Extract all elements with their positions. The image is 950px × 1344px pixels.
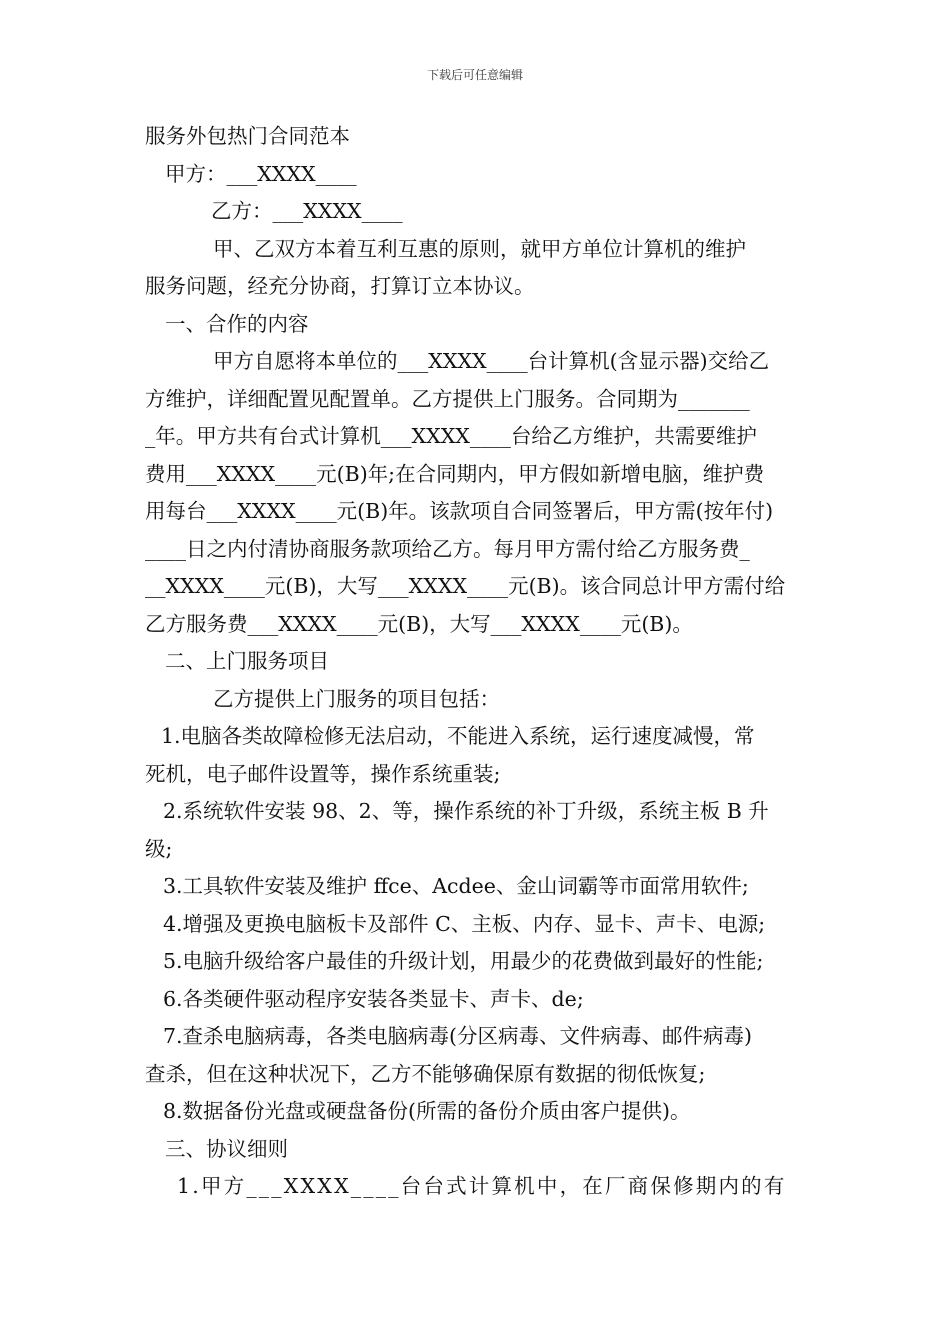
cooperation-paragraph-line: 甲方自愿将本单位的___XXXX____台计算机(含显示器)交给乙 — [213, 349, 770, 373]
section-heading-onsite-service: 二、上门服务项目 — [165, 649, 329, 673]
section-heading-agreement-details: 三、协议细则 — [165, 1136, 288, 1161]
cooperation-paragraph-line: 用每台___XXXX____元(B)年。该款项自合同签署后，甲方需(按年付) — [145, 499, 774, 523]
cooperation-paragraph-line: 方维护，详细配置见配置单。乙方提供上门服务。合同期为_______ — [145, 386, 750, 411]
intro-line: 服务问题，经充分协商，打算订立本协议。 — [145, 274, 535, 298]
section-heading-cooperation: 一、合作的内容 — [165, 311, 309, 336]
agreement-item-1: 1.甲方___XXXX____台台式计算机中，在厂商保修期内的有 — [177, 1174, 787, 1198]
service-item-4: 4.增强及更换电脑板卡及部件 C、主板、内存、显卡、声卡、电源; — [163, 911, 766, 936]
service-item-1: 1.电脑各类故障检修无法启动，不能进入系统，运行速度减慢，常 — [161, 724, 755, 748]
service-item-2-continued: 级; — [145, 836, 173, 861]
intro-line: 甲、乙双方本着互利互惠的原则，就甲方单位计算机的维护 — [213, 236, 746, 261]
cooperation-paragraph-line: ____日之内付清协商服务款项给乙方。每月甲方需付给乙方服务费_ — [145, 536, 750, 561]
contract-document — [145, 118, 813, 1206]
service-item-2: 2.系统软件安装 98、2、等，操作系统的补丁升级，系统主板 B 升 — [163, 799, 769, 823]
service-item-7-continued: 查杀，但在这种状况下，乙方不能够确保原有数据的彻低恢复; — [145, 1061, 706, 1086]
service-items-intro: 乙方提供上门服务的项目包括： — [213, 686, 500, 711]
cooperation-paragraph-line: _年。甲方共有台式计算机___XXXX____台给乙方维护，共需要维护 — [145, 424, 757, 448]
service-item-8: 8.数据备份光盘或硬盘备份(所需的备份介质由客户提供)。 — [163, 1099, 691, 1123]
service-item-3: 3.工具软件安装及维护 ffce、Acdee、金山词霸等市面常用软件; — [163, 874, 749, 898]
document-title: 服务外包热门合同范本 — [145, 124, 350, 148]
party-a-line: 甲方：___XXXX____ — [165, 161, 357, 186]
service-item-7: 7.查杀电脑病毒，各类电脑病毒(分区病毒、文件病毒、邮件病毒) — [163, 1024, 753, 1048]
service-item-6: 6.各类硬件驱动程序安装各类显卡、声卡、de; — [163, 986, 584, 1011]
party-b-line: 乙方：___XXXX____ — [211, 199, 403, 223]
cooperation-paragraph-line: 乙方服务费___XXXX____元(B)，大写___XXXX____元(B)。 — [145, 611, 693, 636]
cooperation-paragraph-line: __XXXX____元(B)，大写___XXXX____元(B)。该合同总计甲方需付给 — [145, 574, 786, 598]
cooperation-paragraph-line: 费用___XXXX____元(B)年;在合同期内，甲方假如新增电脑，维护费 — [145, 461, 765, 486]
service-item-1-continued: 死机，电子邮件设置等，操作系统重装; — [145, 761, 501, 786]
service-item-5: 5.电脑升级给客户最佳的升级计划，用最少的花费做到最好的性能; — [163, 949, 764, 973]
page-header-note: 下载后可任意编辑 — [426, 68, 523, 82]
